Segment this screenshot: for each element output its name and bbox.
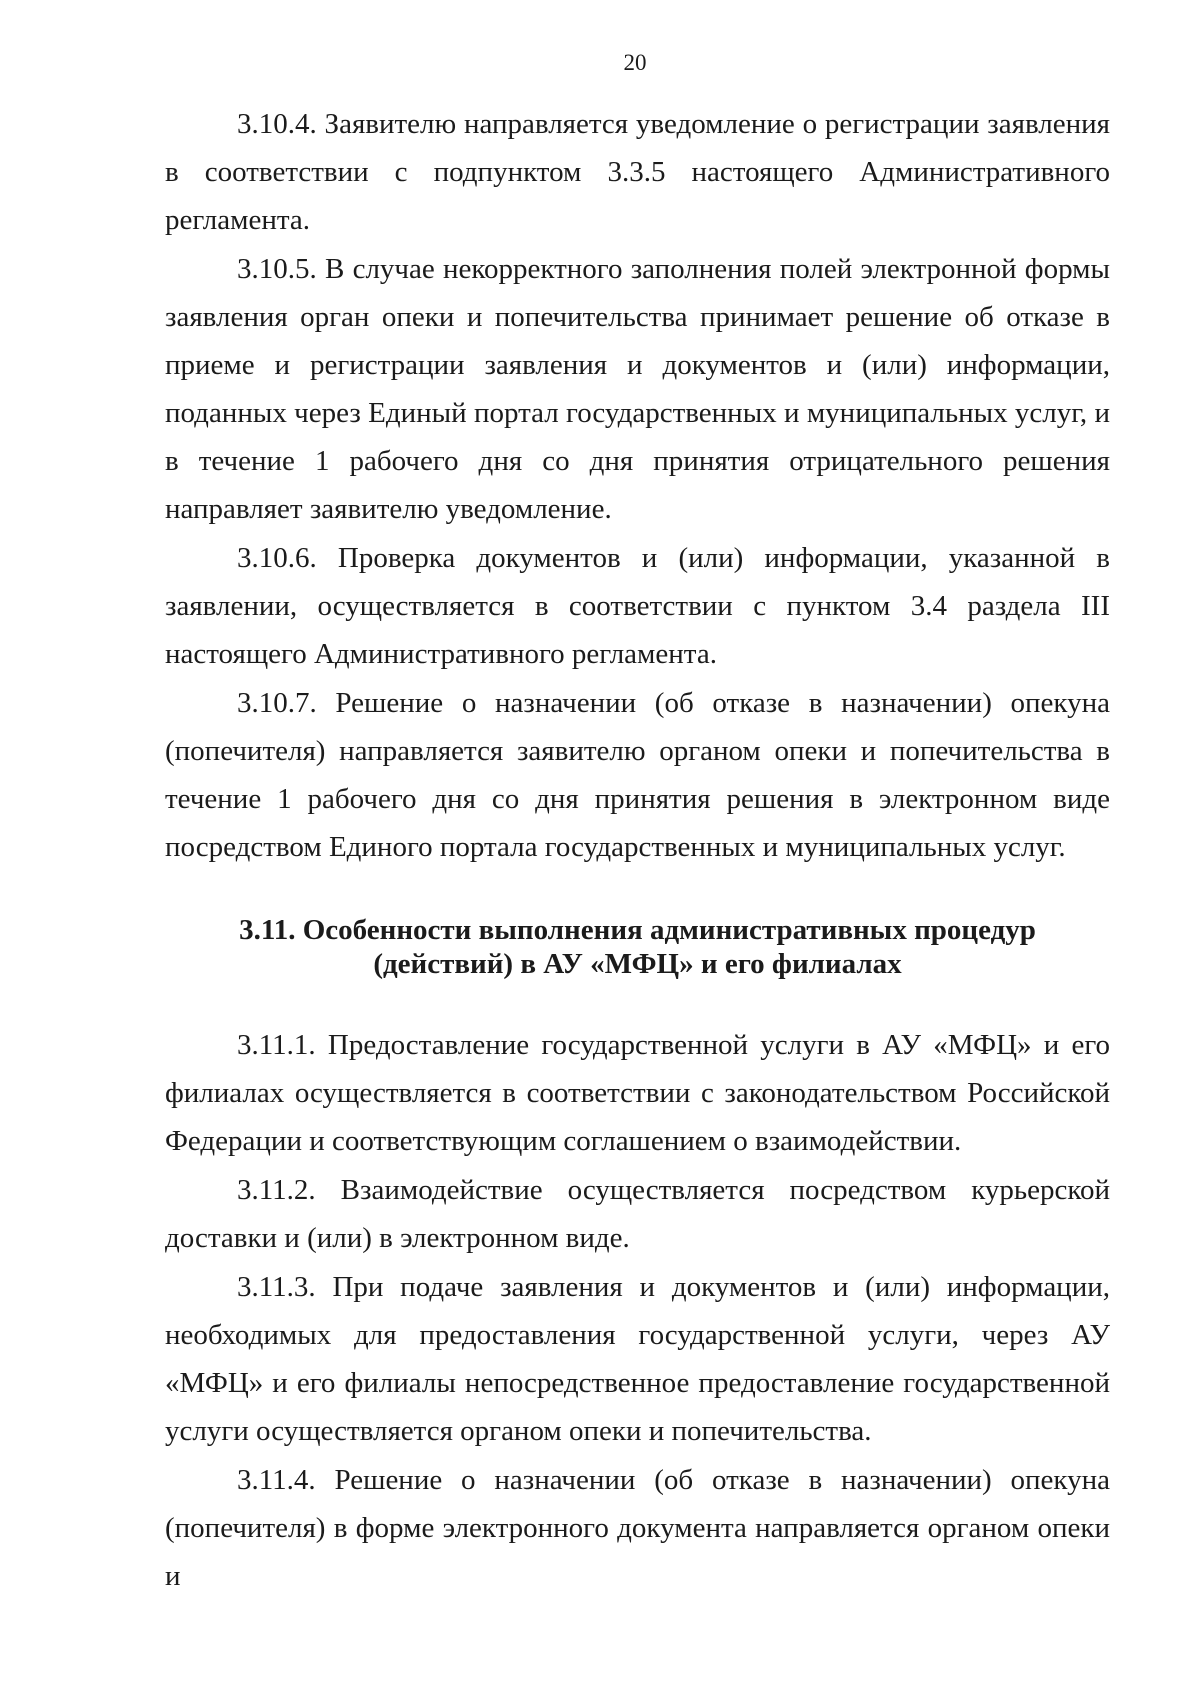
- paragraph-3-10-6: 3.10.6. Проверка документов и (или) информации, указанной в заявлении, осуществляется в соответствии с пунктом 3.4 раздела III настоящего Административного регламента.: [165, 542, 1110, 670]
- paragraph-3-11-1: 3.11.1. Предоставление государственной услуги в АУ «МФЦ» и его филиалах осуществляется в соответствии с законодательством Российской Федерации и соответствующим соглашением о взаимодействии.: [165, 1029, 1110, 1157]
- document-body: [165, 100, 1110, 1601]
- section-heading-line-2: (действий) в АУ «МФЦ» и его филиалах: [373, 948, 902, 980]
- paragraph-3-11-4: 3.11.4. Решение о назначении (об отказе в назначении) опекуна (попечителя) в форме электронного документа направляется органом опеки и: [165, 1464, 1110, 1592]
- paragraph-3-11-3: 3.11.3. При подаче заявления и документов и (или) информации, необходимых для предоставления государственной услуги, через АУ «МФЦ» и его филиалы непосредственное предоставление государственной услуги осуществляется органом опеки и попечительства.: [165, 1271, 1110, 1447]
- section-heading-3-11: [165, 913, 1110, 981]
- paragraph-3-10-5: 3.10.5. В случае некорректного заполнения полей электронной формы заявления орган опеки и попечительства принимает решение об отказе в приеме и регистрации заявления и документов и (или) информации, поданных через Единый портал государственных и муниципальных услуг, и в течение 1 рабочего дня со дня принятия отрицательного решения направляет заявителю уведомление.: [165, 253, 1110, 525]
- section-heading-line-1: 3.11. Особенности выполнения административных процедур: [239, 914, 1036, 946]
- paragraph-3-11-2: 3.11.2. Взаимодействие осуществляется посредством курьерской доставки и (или) в электронном виде.: [165, 1174, 1110, 1254]
- paragraph-3-10-7: 3.10.7. Решение о назначении (об отказе в назначении) опекуна (попечителя) направляется заявителю органом опеки и попечительства в течение 1 рабочего дня со дня принятия решения в электронном виде посредством Единого портала государственных и муниципальных услуг.: [165, 687, 1110, 863]
- paragraph-3-10-4: 3.10.4. Заявителю направляется уведомление о регистрации заявления в соответствии с подпунктом 3.3.5 настоящего Административного регламента.: [165, 108, 1110, 236]
- page-number: 20: [623, 50, 647, 75]
